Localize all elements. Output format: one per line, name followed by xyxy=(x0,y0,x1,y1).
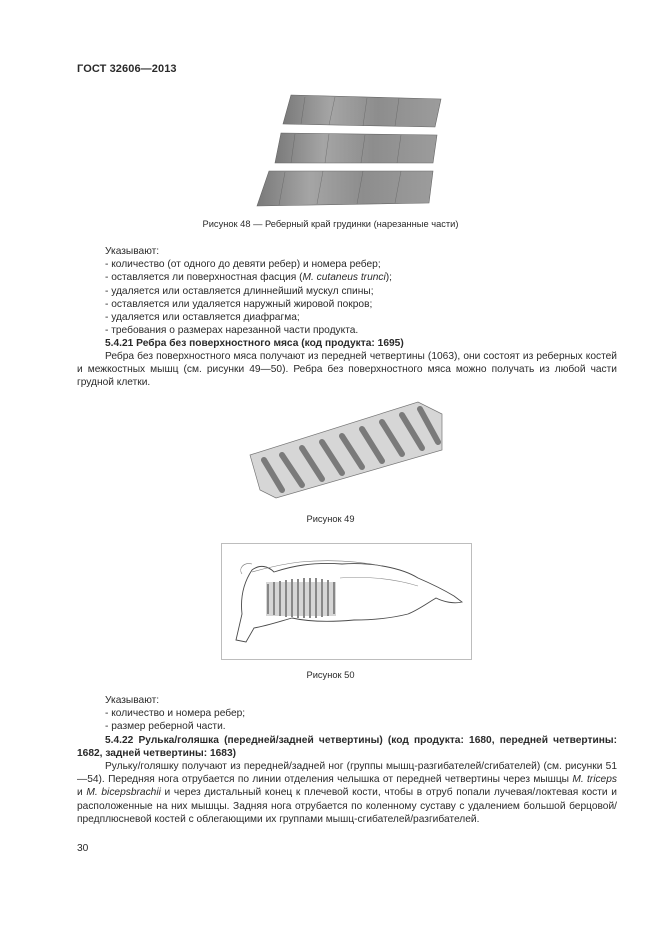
list-item: - удаляется или оставляется длиннейший мускул спины; xyxy=(105,285,374,297)
document-header: ГОСТ 32606—2013 xyxy=(77,63,177,75)
page-number: 30 xyxy=(77,843,89,854)
section-text-5-4-21: Ребра без поверхностного мяса получают из передней четвертины (1063), они состоят из реберных костей и межкостных мышц (см. рисунки 49—50). Ребра без поверхностного мяса можно получать из любой части грудной клетки. xyxy=(77,351,617,389)
list-intro: Указывают: xyxy=(105,246,160,257)
list-intro: Указывают: xyxy=(105,695,160,706)
figure-49-caption: Рисунок 49 xyxy=(306,514,355,524)
list-item: - размер реберной части. xyxy=(105,721,226,733)
list-item: - требования о размерах нарезанной части продукта. xyxy=(105,325,359,337)
figure-50-image xyxy=(221,543,472,660)
section-text-5-4-22: Рульку/голяшку получают из передней/задней ног (группы мышц-разгибателей/сгибателей) (см. рисунки 51—54). Передняя нога отрубается по линии отделения челышка от передней четвертины через мышцы M. triceps и M. bicepsbrachii и через дистальный конец к плечевой кости, чтобы в отруб попали лучевая/локтевая кости и расположенные на них мышцы. Задняя нога отрубается по коленному суставу с удалением большой берцовой/предплюсневой костей с облегающими их группами мышц-сгибателей/разгибателей. xyxy=(77,761,617,825)
section-heading-5-4-22: 5.4.22 Рулька/голяшка (передней/задней четвертины) (код продукта: 1680, передней четвертины: 1682, задней четвертины: 1683) xyxy=(77,735,617,760)
section-heading-5-4-21: 5.4.21 Ребра без поверхностного мяса (код продукта: 1695) xyxy=(105,338,404,349)
figure-50-caption: Рисунок 50 xyxy=(306,670,355,680)
list-item: - количество (от одного до девяти ребер) и номера ребер; xyxy=(105,259,381,271)
figure-48-image xyxy=(255,93,445,211)
indicate-list-2 xyxy=(105,694,625,734)
list-item: - оставляется ли поверхностная фасция (M. cutaneus trunci); xyxy=(105,272,392,284)
figure-48-caption: Рисунок 48 — Реберный край грудинки (нарезанные части) xyxy=(202,219,459,229)
list-item: - оставляется или удаляется наружный жировой покров; xyxy=(105,298,373,310)
indicate-list-1 xyxy=(105,245,625,337)
figure-49-image xyxy=(246,400,446,500)
list-item: - удаляется или оставляется диафрагма; xyxy=(105,312,300,324)
list-item: - количество и номера ребер; xyxy=(105,708,246,720)
